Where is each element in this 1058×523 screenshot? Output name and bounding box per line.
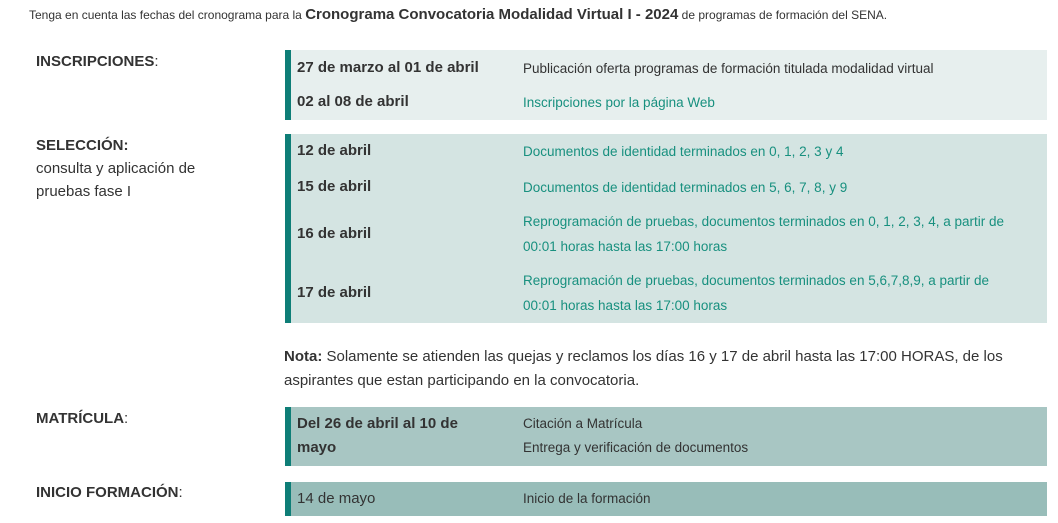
intro-before: Tenga en cuenta las fechas del cronograma para la — [29, 8, 306, 22]
note-body: Solamente se atienden las quejas y reclamos los días 16 y 17 de abril hasta las 17:00 HORAS, de los aspirantes que estan participando en la convocatoria. — [284, 348, 1003, 389]
desc-cell-line1: Reprogramación de pruebas, documentos terminados en 0, 1, 2, 3, 4, a partir de — [523, 214, 1005, 229]
block-matricula — [285, 407, 1047, 466]
intro-text — [29, 6, 887, 23]
desc-cell: Inicio de la formación — [523, 491, 651, 506]
date-cell: 02 al 08 de abril — [297, 93, 409, 110]
desc-cell-line1: Citación a Matrícula — [523, 416, 643, 431]
date-cell: 16 de abril — [297, 225, 372, 242]
table-row — [291, 90, 1047, 114]
label-inicio-formacion — [36, 481, 183, 504]
date-cell: 15 de abril — [297, 178, 372, 195]
block-inscripciones — [285, 50, 1047, 120]
date-cell: 12 de abril — [297, 142, 372, 159]
label-inicio-suffix: : — [178, 484, 183, 501]
block-seleccion — [285, 134, 1047, 323]
date-cell-line1: Del 26 de abril al 10 de — [297, 415, 458, 432]
label-inicio-title: INICIO FORMACIÓN — [36, 484, 179, 501]
label-inscripciones — [36, 50, 159, 73]
intro-highlight: Cronograma Convocatoria Modalidad Virtual I - 2024 — [305, 6, 679, 23]
desc-cell: Inscripciones por la página Web — [523, 95, 715, 110]
label-matricula — [36, 407, 128, 430]
date-cell-line2: mayo — [297, 439, 337, 456]
desc-cell: Documentos de identidad terminados en 0, 1, 2, 3 y 4 — [523, 144, 844, 159]
intro-after: de programas de formación del SENA. — [678, 8, 888, 22]
date-cell: 17 de abril — [297, 284, 372, 301]
block-inicio-formacion — [285, 482, 1047, 516]
desc-cell: Documentos de identidad terminados en 5, 6, 7, 8, y 9 — [523, 180, 848, 195]
label-seleccion-sub1: consulta y aplicación de — [36, 160, 196, 177]
desc-cell: Publicación oferta programas de formación titulada modalidad virtual — [523, 61, 934, 76]
table-row — [291, 56, 1047, 80]
note-label: Nota: — [284, 348, 323, 365]
note-text — [284, 345, 1044, 393]
label-matricula-suffix: : — [124, 410, 129, 427]
label-seleccion — [36, 134, 195, 203]
label-seleccion-sub2: pruebas fase I — [36, 183, 132, 200]
label-inscripciones-suffix: : — [154, 53, 159, 70]
date-cell: 27 de marzo al 01 de abril — [297, 59, 479, 76]
desc-cell-line2: 00:01 horas hasta las 17:00 horas — [523, 298, 728, 313]
desc-cell-line2: Entrega y verificación de documentos — [523, 440, 749, 455]
desc-cell-line1: Reprogramación de pruebas, documentos terminados en 5,6,7,8,9, a partir de — [523, 273, 990, 288]
date-cell: 14 de mayo — [297, 490, 376, 507]
label-seleccion-title: SELECCIÓN: — [36, 137, 129, 154]
desc-cell-line2: 00:01 horas hasta las 17:00 horas — [523, 239, 728, 254]
label-matricula-title: MATRÍCULA — [36, 410, 125, 427]
label-inscripciones-title: INSCRIPCIONES — [36, 53, 155, 70]
